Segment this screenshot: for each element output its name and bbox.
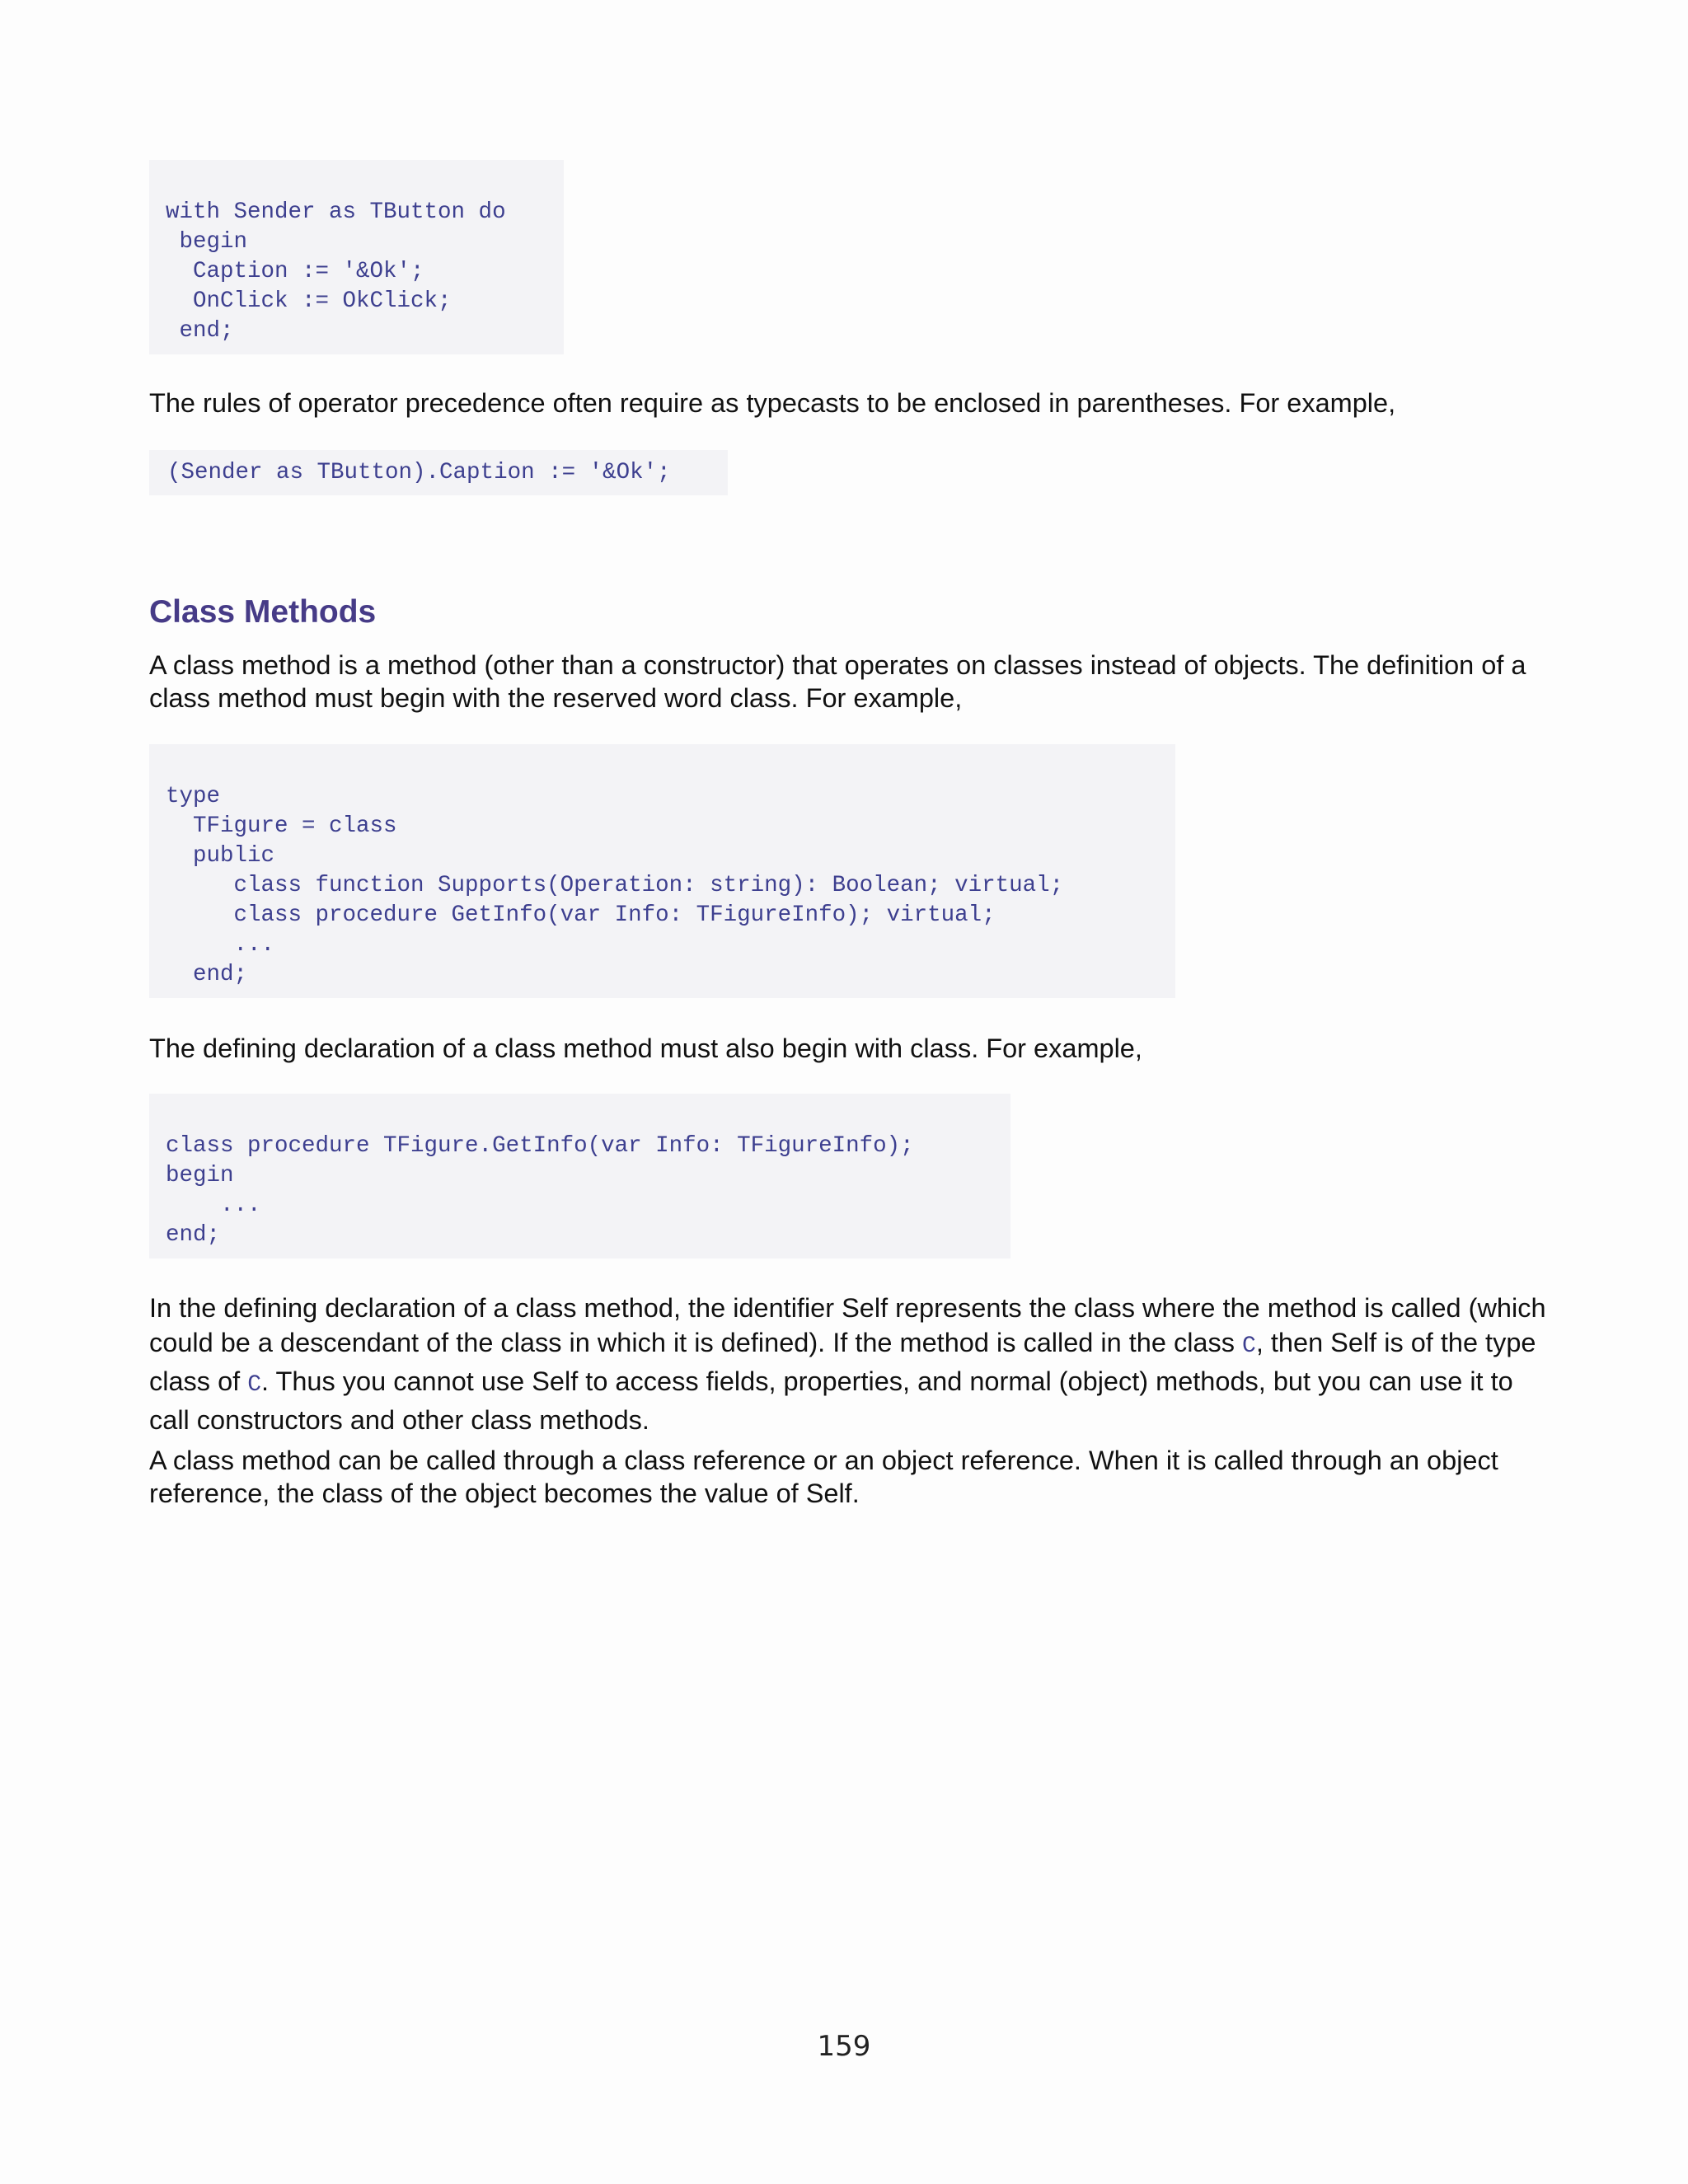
paragraph-defining-declaration: The defining declaration of a class method must also begin with class. For example, bbox=[149, 1033, 1142, 1063]
inline-code-c: C bbox=[1242, 1333, 1256, 1359]
code-block-with-sender: with Sender as TButton do begin Caption := '&Ok'; OnClick := OkClick; end; bbox=[149, 160, 564, 354]
paragraph-text: , then Self is of the type class of bbox=[149, 1328, 1536, 1396]
paragraph-called-through-reference: A class method can be called through a class reference or an object reference. When it is called through an object reference, the class of the object becomes the value of Self. bbox=[149, 1446, 1498, 1508]
page-number: 159 bbox=[817, 2030, 871, 2063]
code-block-class-declaration: type TFigure = class public class function Supports(Operation: string): Boolean; virtual; class procedure GetInfo(var Info: TFigureInfo); virtual; ... end; bbox=[149, 744, 1175, 998]
code-block-class-implementation: class procedure TFigure.GetInfo(var Info: TFigureInfo); begin ... end; bbox=[149, 1094, 1010, 1258]
paragraph-text: In the defining declaration of a class method, the identifier Self represents the class where the method is called (which could be a descendant of the class in which it is defined). If the method is called in the class bbox=[149, 1293, 1546, 1357]
paragraph-text: . Thus you cannot use Self to access fields, properties, and normal (object) methods, but you can use it to call constructors and other class methods. bbox=[149, 1366, 1513, 1435]
paragraph-self-identifier bbox=[149, 1291, 1550, 1437]
paragraph-class-method-intro: A class method is a method (other than a constructor) that operates on classes instead of objects. The definition of a class method must begin with the reserved word class. For example, bbox=[149, 650, 1526, 713]
inline-code-c: C bbox=[247, 1372, 262, 1398]
code-block-typecast: (Sender as TButton).Caption := '&Ok'; bbox=[149, 450, 728, 495]
paragraph-operator-precedence: The rules of operator precedence often require as typecasts to be enclosed in parentheses. For example, bbox=[149, 388, 1396, 418]
section-heading-class-methods: Class Methods bbox=[149, 594, 377, 630]
